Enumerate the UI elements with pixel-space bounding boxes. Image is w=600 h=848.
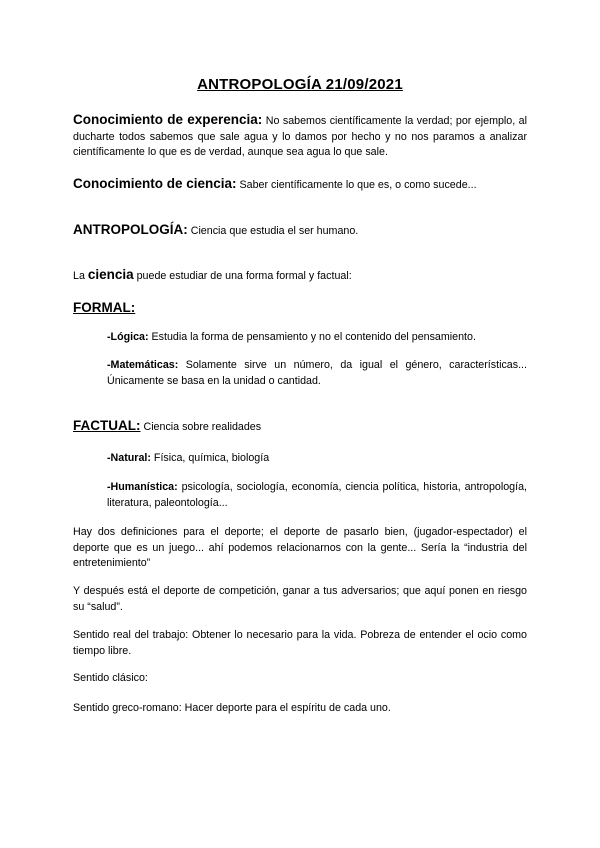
matematicas-text: Solamente sirve un número, da igual el género, características... Únicamente se basa en la unidad o cantidad. [107,359,527,387]
conocimiento-ciencia-term: Conocimiento de ciencia: [73,176,237,191]
conocimiento-ciencia-text: Saber científicamente lo que es, o como sucede... [236,179,477,191]
factual-desc: Ciencia sobre realidades [140,421,262,433]
humanistica-text: psicología, sociología, economía, ciencia política, historia, antropología, literatura, paleontología... [107,481,527,509]
antropologia-definition [73,220,527,240]
formal-heading-text: FORMAL: [73,300,136,315]
logica-text: Estudia la forma de pensamiento y no el contenido del pensamiento. [148,331,476,343]
page-title: ANTROPOLOGÍA 21/09/2021 [197,76,403,93]
conocimiento-experiencia [73,110,527,161]
formal-item-logica [107,330,527,346]
conocimiento-experiencia-term: Conocimiento de experencia: [73,112,263,127]
formal-heading [73,298,527,318]
conocimiento-ciencia [73,174,527,194]
factual-heading [73,416,527,436]
factual-heading-text: FACTUAL: [73,418,141,433]
paragraph-deporte-competicion: Y después está el deporte de competición, ganar a tus adversarios; que aquí ponen en riesgo su “salud”. [73,585,527,613]
antropologia-text: Ciencia que estudia el ser humano. [187,225,359,237]
formal-item-matematicas [107,358,527,389]
natural-term: -Natural: [107,452,151,464]
paragraph-sentido-real-trabajo: Sentido real del trabajo: Obtener lo necesario para la vida. Pobreza de entender el ocio como tiempo libre. [73,629,527,657]
natural-text: Física, química, biología [150,452,270,464]
paragraph-sentido-greco-romano: Sentido greco-romano: Hacer deporte para el espíritu de cada uno. [73,702,391,714]
paragraph-deporte-definiciones: Hay dos definiciones para el deporte; el deporte de pasarlo bien, (jugador-espectador) el deporte que es un juego... ahí podemos relacionarnos con la gente... Sería la “industria del entretenimiento” [73,526,527,570]
ciencia-intro [73,265,527,285]
matematicas-term: -Matemáticas: [107,359,179,371]
factual-item-natural [107,451,527,467]
factual-item-humanistica [107,480,527,511]
ciencia-term: ciencia [87,267,134,282]
paragraph-sentido-clasico: Sentido clásico: [73,672,148,684]
ciencia-intro-post: puede estudiar de una forma formal y factual: [133,270,352,282]
logica-term: -Lógica: [107,331,149,343]
antropologia-term: ANTROPOLOGÍA: [73,222,188,237]
ciencia-intro-pre: La [73,270,88,282]
conocimiento-experiencia-text: No sabemos científicamente la verdad; por ejemplo, al ducharte todos sabemos que sale agua y lo damos por hecho y no nos paramos a analizar científicamente lo que es de verdad, aunque sea agua lo que sale. [73,115,527,159]
humanistica-term: -Humanística: [107,481,178,493]
